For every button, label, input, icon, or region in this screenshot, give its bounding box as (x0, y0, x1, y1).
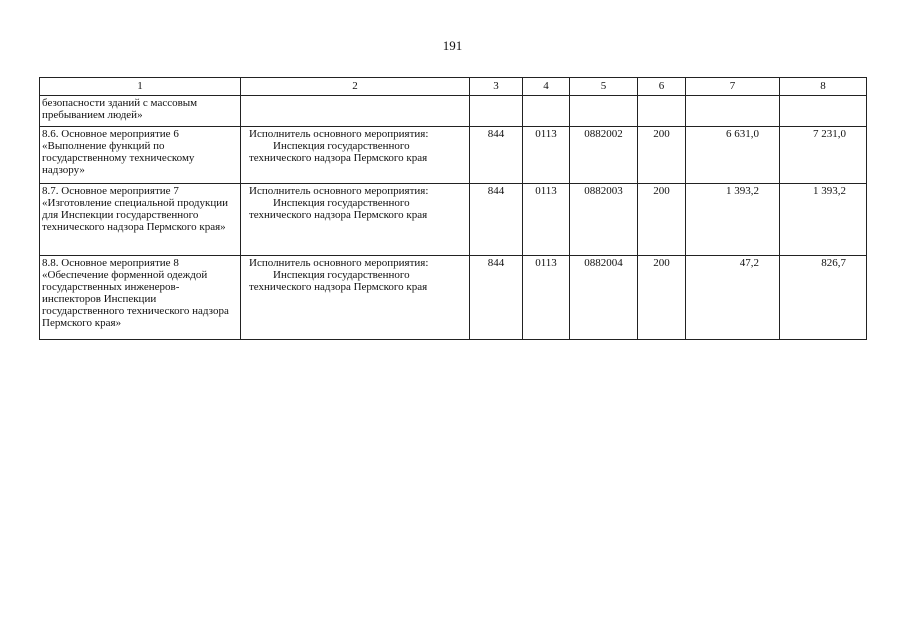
executor-heading: Исполнитель основного мероприятия: (249, 185, 429, 197)
col-header-4: 4 (523, 78, 570, 96)
executor-name-1: Инспекция государственного (273, 197, 410, 209)
row-c4: 0113 (523, 256, 570, 340)
col-header-8: 8 (780, 78, 867, 96)
row-c5: 0882002 (570, 127, 638, 184)
row-c8: 1 393,2 (780, 184, 867, 256)
row-c6: 200 (638, 256, 686, 340)
col-header-1: 1 (40, 78, 241, 96)
col-header-2: 2 (241, 78, 470, 96)
row-description: 8.7. Основное мероприятие 7 «Изготовление специальной продукции для Инспекции государственного технического надзора Пермского края» (40, 184, 241, 256)
budget-table (39, 77, 867, 340)
row-description: 8.6. Основное мероприятие 6 «Выполнение функций по государственному техническому надзору» (40, 127, 241, 184)
executor-name-1: Инспекция государственного (273, 269, 410, 281)
row-c3: 844 (470, 256, 523, 340)
row-c7: 47,2 (686, 256, 780, 340)
executor-name-2: технического надзора Пермского края (249, 209, 428, 221)
table-row (40, 127, 867, 184)
executor-name-2: технического надзора Пермского края (249, 281, 428, 293)
table-row-continuation (40, 96, 867, 127)
executor-heading: Исполнитель основного мероприятия: (249, 257, 429, 269)
row-executor (241, 184, 470, 256)
row-c4: 0113 (523, 127, 570, 184)
row-c7: 6 631,0 (686, 127, 780, 184)
executor-heading: Исполнитель основного мероприятия: (249, 128, 429, 140)
row-c5: 0882003 (570, 184, 638, 256)
table-row (40, 184, 867, 256)
row-description: 8.8. Основное мероприятие 8 «Обеспечение форменной одеждой государственных инженеров-инспекторов Инспекции государственного технического надзора Пермского края» (40, 256, 241, 340)
col-header-7: 7 (686, 78, 780, 96)
row-executor (241, 256, 470, 340)
col-header-3: 3 (470, 78, 523, 96)
row-c8: 7 231,0 (780, 127, 867, 184)
col-header-5: 5 (570, 78, 638, 96)
row-c8: 826,7 (780, 256, 867, 340)
row-c6: 200 (638, 184, 686, 256)
row-executor (241, 127, 470, 184)
row-c3: 844 (470, 184, 523, 256)
continuation-desc: безопасности зданий с массовым пребыванием людей» (40, 96, 241, 127)
row-c5: 0882004 (570, 256, 638, 340)
page-number: 191 (442, 38, 463, 53)
col-header-6: 6 (638, 78, 686, 96)
row-c3: 844 (470, 127, 523, 184)
table-row (40, 256, 867, 340)
row-c6: 200 (638, 127, 686, 184)
executor-name-2: технического надзора Пермского края (249, 152, 428, 164)
executor-name-1: Инспекция государственного (273, 140, 410, 152)
row-c7: 1 393,2 (686, 184, 780, 256)
header-row (40, 78, 867, 96)
row-c4: 0113 (523, 184, 570, 256)
